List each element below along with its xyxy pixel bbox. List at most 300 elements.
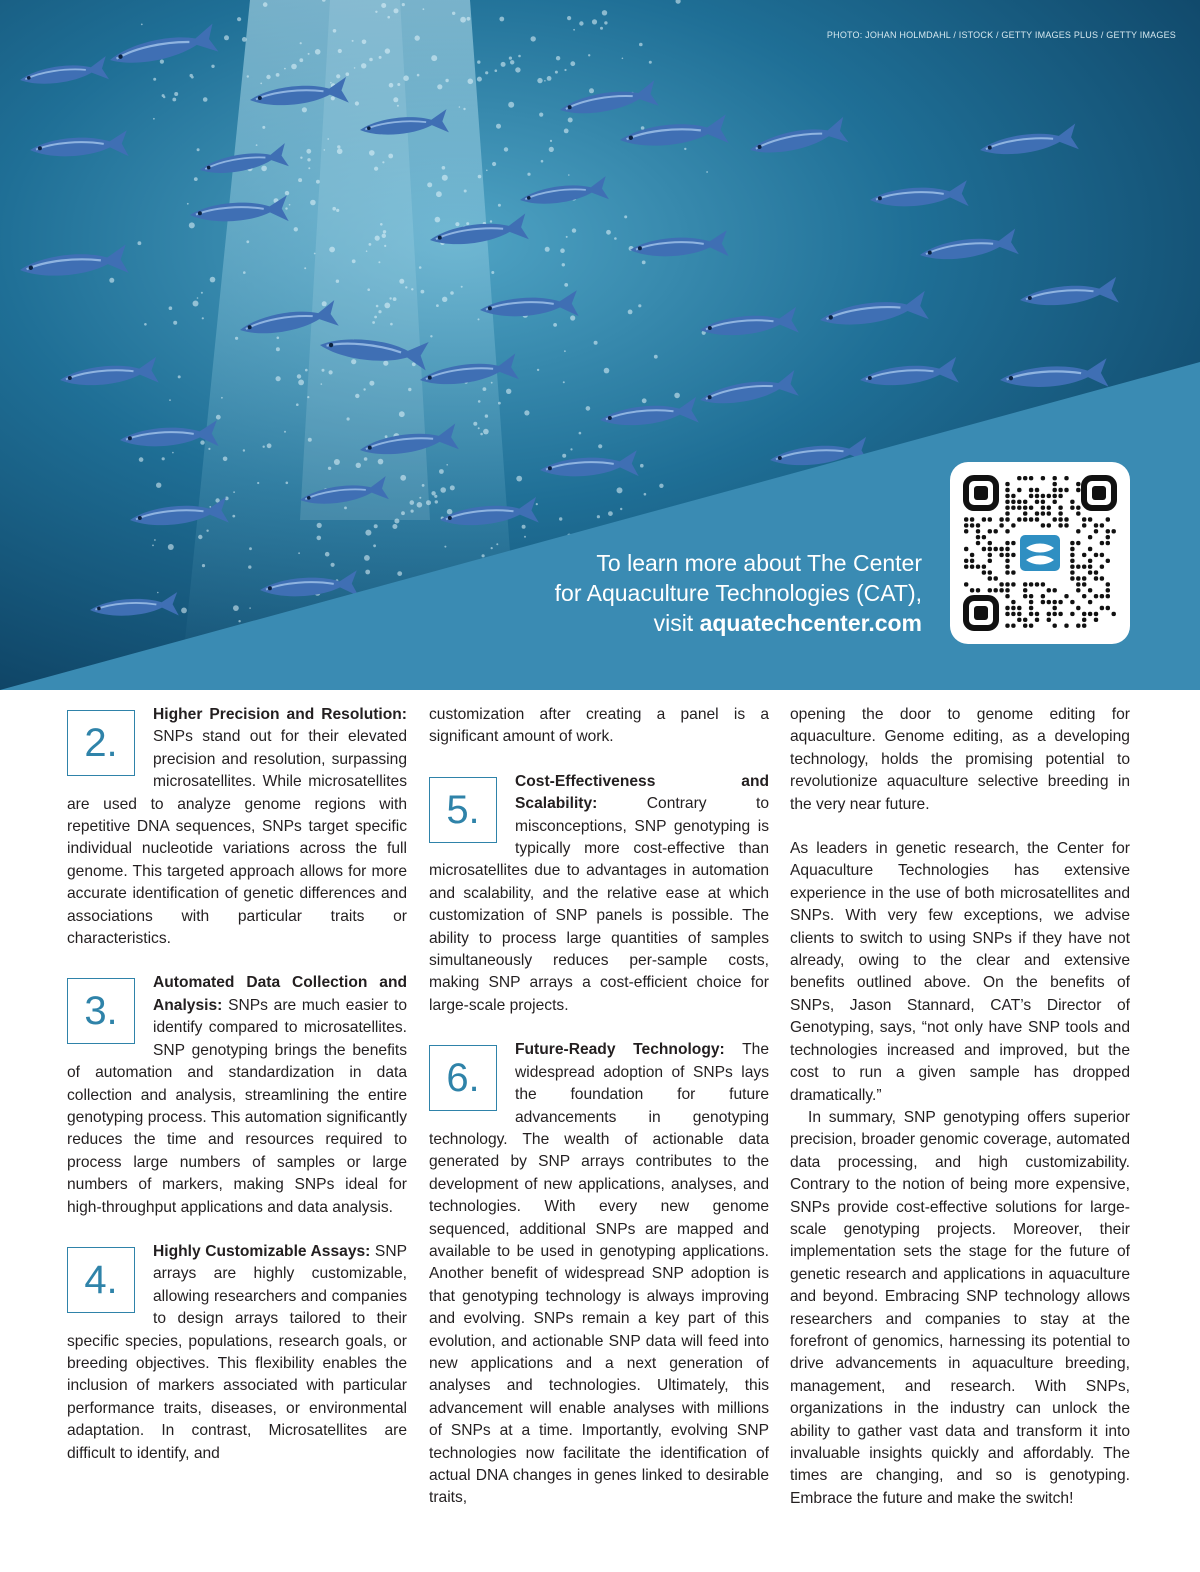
- bubble: [509, 57, 512, 60]
- bubble: [291, 64, 297, 70]
- bubble: [369, 58, 373, 62]
- qr-module: [1035, 511, 1039, 515]
- bubble: [422, 484, 425, 487]
- qr-module: [1082, 618, 1086, 622]
- qr-module: [1035, 618, 1039, 622]
- bubble: [460, 17, 466, 23]
- qr-module: [1011, 624, 1015, 628]
- qr-module: [1088, 547, 1092, 551]
- qr-module: [1005, 488, 1009, 492]
- bubble: [639, 43, 643, 47]
- bubble: [374, 167, 378, 171]
- bubble: [262, 126, 265, 129]
- qr-module: [1082, 582, 1086, 586]
- qr-module: [970, 588, 974, 592]
- bubble: [138, 241, 142, 245]
- bubble: [168, 544, 174, 550]
- qr-module: [1041, 600, 1045, 604]
- qr-module: [1082, 565, 1086, 569]
- qr-module: [982, 547, 986, 551]
- qr-module: [1064, 523, 1068, 527]
- qr-module: [1058, 488, 1062, 492]
- bubble: [431, 491, 435, 495]
- bubble: [203, 97, 208, 102]
- bubble: [492, 162, 496, 166]
- bubble: [355, 101, 359, 105]
- qr-module: [1041, 582, 1045, 586]
- section-2: [67, 704, 407, 950]
- bubble: [376, 305, 379, 308]
- qr-module: [988, 576, 992, 580]
- closing-paragraph-1: As leaders in genetic research, the Center for Aquaculture Technologies has extensive experience in the use of both microsatellites and SNPs. With very few exceptions, we advise clients to switch to using SNPs if they have not already, owing to the clear and extensive benefits outlined above. On the benefits of SNPs, Jason Stannard, CAT’s Director of Genotyping, says, “not only have SNP tools and technologies increased and improved, but the cost to run a given sample has dropped dramatically.”: [790, 840, 1130, 1104]
- qr-module: [1058, 494, 1062, 498]
- qr-module: [1023, 618, 1027, 622]
- bubble: [442, 175, 448, 181]
- bubble: [446, 464, 448, 466]
- bubble: [397, 571, 402, 576]
- bubble: [594, 341, 598, 345]
- bubble: [556, 56, 560, 60]
- qr-module: [970, 565, 974, 569]
- bubble: [201, 292, 203, 294]
- bubble: [276, 376, 281, 381]
- bubble: [564, 129, 569, 134]
- bubble: [375, 236, 380, 241]
- bubble: [333, 29, 337, 33]
- bubble: [606, 230, 611, 235]
- bubble: [337, 149, 343, 155]
- qr-module: [1005, 559, 1009, 563]
- qr-module: [1070, 559, 1074, 563]
- bubble: [570, 315, 575, 320]
- qr-module: [1005, 582, 1009, 586]
- qr-module: [999, 588, 1003, 592]
- bubble: [285, 207, 287, 209]
- qr-module: [1053, 606, 1057, 610]
- bubble: [200, 440, 204, 444]
- bubble: [173, 321, 177, 325]
- qr-module: [1112, 529, 1116, 533]
- bubble: [649, 61, 652, 64]
- qr-module: [970, 559, 974, 563]
- qr-module: [1094, 576, 1098, 580]
- bubble: [210, 277, 216, 283]
- bubble: [211, 65, 214, 68]
- qr-module: [1041, 500, 1045, 504]
- bubble: [573, 29, 575, 31]
- bubble: [478, 400, 481, 403]
- closing-paragraph-2: In summary, SNP genotyping offers superior precision, broader genomic coverage, automated data processing, and high customizability. Contrary to the notion of being more expensive, SNPs provide cost-effective solutions for large-scale genotyping projects. Moreover, their implementation sets the stage for the future of genetic research and applications in aquaculture and beyond. Embracing SNP technology allows researchers and companies to stay at the forefront of genomics, harnessing its potential to drive advancements in aquaculture breeding, management, and research. With SNPs, organizations in the industry can unlock the ability to gather vast data and transform it into invaluable insights quickly and affordably. The times are changing, and so is genotyping. Embrace the future and make the switch!: [790, 1108, 1130, 1507]
- bubble: [178, 375, 181, 378]
- bubble: [622, 58, 624, 60]
- qr-module: [1035, 494, 1039, 498]
- qr-module: [1017, 506, 1021, 510]
- qr-code[interactable]: [950, 462, 1130, 644]
- bubble: [478, 427, 480, 429]
- bubble: [261, 166, 267, 172]
- qr-module: [999, 517, 1003, 521]
- bubble: [332, 207, 336, 211]
- bubble: [442, 297, 447, 302]
- bubble: [423, 8, 425, 10]
- bubble: [224, 35, 229, 40]
- bubble: [154, 539, 156, 541]
- qr-module: [964, 565, 968, 569]
- qr-module: [1070, 500, 1074, 504]
- qr-module: [999, 582, 1003, 586]
- bubble: [351, 359, 356, 364]
- qr-module: [1088, 612, 1092, 616]
- qr-module: [1029, 606, 1033, 610]
- bubble: [208, 448, 210, 450]
- qr-module: [988, 570, 992, 574]
- bubble: [276, 347, 280, 351]
- bubble: [324, 149, 326, 151]
- bubble: [461, 286, 463, 288]
- bubble: [314, 253, 316, 255]
- bubble: [570, 448, 572, 450]
- bubble: [263, 446, 265, 448]
- bubble: [308, 167, 310, 169]
- bubble: [238, 620, 240, 622]
- qr-module: [1070, 565, 1074, 569]
- bubble: [243, 449, 245, 451]
- bubble: [452, 12, 455, 15]
- bubble: [383, 230, 386, 233]
- qr-module: [1023, 517, 1027, 521]
- bubble: [516, 476, 522, 482]
- bubble: [642, 398, 647, 403]
- bubble: [562, 263, 565, 266]
- qr-module: [1029, 506, 1033, 510]
- bubble: [439, 469, 444, 474]
- qr-module: [1076, 511, 1080, 515]
- bubble: [298, 552, 300, 554]
- bubble: [232, 515, 235, 518]
- qr-module: [1017, 488, 1021, 492]
- promo-line-2: for Aquaculture Technologies (CAT),: [554, 580, 922, 606]
- qr-module: [1005, 565, 1009, 569]
- qr-module: [988, 517, 992, 521]
- qr-module: [1064, 624, 1068, 628]
- qr-module: [1011, 494, 1015, 498]
- bubble: [442, 166, 446, 170]
- bubble: [366, 250, 368, 252]
- bubble: [307, 396, 309, 398]
- qr-module: [1106, 588, 1110, 592]
- qr-module: [1011, 506, 1015, 510]
- bubble: [417, 74, 420, 77]
- bubble: [559, 517, 562, 520]
- bubble: [337, 145, 340, 148]
- qr-module: [1082, 576, 1086, 580]
- qr-module: [1047, 494, 1051, 498]
- qr-module: [1106, 517, 1110, 521]
- bubble: [504, 147, 508, 151]
- bubble: [478, 318, 480, 320]
- bubble: [562, 454, 566, 458]
- bubble: [223, 457, 228, 462]
- bubble: [419, 266, 422, 269]
- qr-module: [1076, 541, 1080, 545]
- bubble: [284, 68, 286, 70]
- bubble: [378, 459, 384, 465]
- qr-module: [1029, 582, 1033, 586]
- bubble: [385, 48, 390, 53]
- qr-module: [1058, 511, 1062, 515]
- qr-module: [1011, 523, 1015, 527]
- bubble: [510, 60, 514, 64]
- bubble: [518, 55, 521, 58]
- bubble: [401, 511, 405, 515]
- qr-module: [1053, 600, 1057, 604]
- qr-module: [1053, 500, 1057, 504]
- bubble: [567, 16, 571, 20]
- qr-module: [1094, 523, 1098, 527]
- bubble: [586, 406, 591, 411]
- promo-text: [555, 548, 922, 638]
- qr-module: [1094, 570, 1098, 574]
- qr-module: [1011, 500, 1015, 504]
- bubble: [285, 191, 289, 195]
- section-6-title: Future-Ready Technology:: [515, 1041, 725, 1059]
- qr-module: [1076, 506, 1080, 510]
- bubble: [483, 429, 489, 435]
- bubble: [187, 203, 189, 205]
- bubble: [249, 607, 251, 609]
- bubble: [233, 605, 239, 611]
- qr-module: [1100, 541, 1104, 545]
- bubble: [384, 303, 390, 309]
- bubble: [579, 432, 582, 435]
- qr-module: [999, 547, 1003, 551]
- bubble: [294, 227, 298, 231]
- qr-module: [1023, 511, 1027, 515]
- bubble: [482, 554, 485, 557]
- qr-module: [999, 553, 1003, 557]
- bubble: [486, 170, 488, 172]
- fish-logo-icon: [1018, 533, 1062, 573]
- column-3: [790, 704, 1130, 1510]
- qr-module: [988, 559, 992, 563]
- bubble: [297, 374, 301, 378]
- bubble: [564, 69, 566, 71]
- bubble: [411, 288, 413, 290]
- bubble: [659, 484, 663, 488]
- bubble: [570, 61, 575, 66]
- bubble: [327, 138, 329, 140]
- bubble: [109, 278, 114, 283]
- bubble: [325, 552, 330, 557]
- bubble: [706, 171, 708, 173]
- bubble: [419, 497, 421, 499]
- qr-module: [1058, 517, 1062, 521]
- qr-module: [994, 529, 998, 533]
- bubble: [432, 56, 434, 58]
- qr-module: [1076, 576, 1080, 580]
- qr-module: [1047, 511, 1051, 515]
- qr-module: [1041, 511, 1045, 515]
- bubble: [141, 24, 143, 26]
- qr-module: [1076, 529, 1080, 533]
- bubble: [478, 175, 482, 179]
- bubble: [162, 457, 165, 460]
- qr-module: [999, 523, 1003, 527]
- qr-module: [1047, 612, 1051, 616]
- bubble: [153, 118, 155, 120]
- bubble: [338, 49, 342, 53]
- bubble: [564, 283, 568, 287]
- qr-module: [1029, 594, 1033, 598]
- bubble: [638, 304, 641, 307]
- bubble: [531, 36, 536, 41]
- bubble: [572, 228, 576, 232]
- qr-module: [1005, 506, 1009, 510]
- qr-module: [1047, 523, 1051, 527]
- bubble: [144, 323, 147, 326]
- bubble: [477, 60, 480, 63]
- section-6-body: The widespread adoption of SNPs lays the foundation for future advancements in genotyping technology. The wealth of actionable data generated by SNP arrays contributes to the development of new applications, analyses, and technologies. With every new genome sequenced, additional SNPs are mapped and available to be used in genotyping applications. Another benefit of widespread SNP adoption is that genotyping technology is always improving and evolving. SNPs remain a key part of this evolution, and actionable SNP data will feed into new applications and a next generation of analyses and technologies. Ultimately, this advancement will enable analyses with millions of SNPs at a time. Importantly, evolving SNP technologies now facilitate the identification of actual DNA changes in genes linked to desirable traits,: [429, 1041, 769, 1507]
- bubble: [463, 108, 465, 110]
- qr-module: [1017, 612, 1021, 616]
- bubble: [322, 301, 327, 306]
- qr-module: [1082, 612, 1086, 616]
- promo-url-link[interactable]: aquatechcenter.com: [699, 610, 922, 636]
- bubble: [541, 160, 544, 163]
- section-6-continued: opening the door to genome editing for aquaculture. Genome editing, as a developing technology, holds the promising potential to revolutionize aquaculture selective breeding in the very near future.: [790, 706, 1130, 813]
- bubble: [684, 148, 686, 150]
- qr-module: [982, 517, 986, 521]
- qr-module: [1035, 488, 1039, 492]
- qr-module: [1029, 517, 1033, 521]
- bubble: [485, 71, 488, 74]
- bubble: [316, 180, 320, 184]
- qr-module: [988, 541, 992, 545]
- qr-module: [982, 570, 986, 574]
- qr-module: [1106, 582, 1110, 586]
- qr-module: [1053, 482, 1057, 486]
- qr-module: [1076, 624, 1080, 628]
- bubble: [402, 3, 405, 6]
- bubble: [397, 105, 399, 107]
- qr-module: [1076, 606, 1080, 610]
- bubble: [579, 21, 583, 25]
- bubble: [440, 487, 446, 493]
- qr-module: [1005, 541, 1009, 545]
- bubble: [256, 144, 258, 146]
- qr-module: [1058, 600, 1062, 604]
- qr-module: [1023, 476, 1027, 480]
- qr-module: [1029, 494, 1033, 498]
- bubble: [430, 335, 432, 337]
- bubble: [355, 394, 359, 398]
- bubble: [380, 223, 383, 226]
- bubble: [564, 350, 566, 352]
- bubble: [336, 209, 339, 212]
- bubble: [553, 323, 557, 327]
- bubble: [640, 464, 644, 468]
- bubble: [400, 475, 406, 481]
- qr-module: [1017, 500, 1021, 504]
- qr-module: [1100, 606, 1104, 610]
- qr-module: [1041, 476, 1045, 480]
- bubble: [436, 304, 439, 307]
- section-2-body: SNPs stand out for their elevated precision and resolution, surpassing microsatellites. While microsatellites are used to analyze genome regions with repetitive DNA sequences, SNPs target specific individual nucleotide variations across the full genome. This targeted approach allows for more accurate identification of genetic differences and associations with particular traits or characteristics.: [67, 728, 407, 948]
- qr-module: [1100, 576, 1104, 580]
- bubble: [361, 63, 366, 68]
- qr-module: [1088, 565, 1092, 569]
- bubble: [235, 337, 238, 340]
- bubble: [152, 545, 154, 547]
- bubble: [403, 75, 409, 81]
- bubble: [524, 410, 529, 415]
- bubble: [563, 381, 565, 383]
- qr-module: [1029, 624, 1033, 628]
- bubble: [347, 417, 350, 420]
- bubble: [508, 102, 514, 108]
- qr-module: [1041, 494, 1045, 498]
- qr-module: [994, 588, 998, 592]
- bubble: [306, 149, 311, 154]
- bubble: [628, 310, 633, 315]
- qr-module: [994, 547, 998, 551]
- bubble: [364, 457, 368, 461]
- bubble: [197, 297, 199, 299]
- bubble: [384, 245, 386, 247]
- bubble: [249, 547, 252, 550]
- qr-module: [994, 576, 998, 580]
- bubble: [527, 173, 530, 176]
- bubble: [365, 570, 370, 575]
- bubble: [393, 97, 398, 102]
- bubble: [310, 200, 316, 206]
- qr-module: [1082, 523, 1086, 527]
- bubble: [267, 443, 272, 448]
- qr-module: [988, 529, 992, 533]
- qr-module: [1005, 570, 1009, 574]
- bubble: [421, 290, 425, 294]
- qr-module: [1070, 570, 1074, 574]
- qr-module: [1005, 594, 1009, 598]
- bubble: [588, 54, 590, 56]
- bubble: [378, 310, 381, 313]
- qr-module: [1005, 517, 1009, 521]
- bubble: [302, 107, 307, 112]
- qr-module: [1106, 606, 1110, 610]
- qr-module: [1005, 500, 1009, 504]
- bubble: [624, 215, 627, 218]
- bubble: [374, 316, 377, 319]
- bubble: [233, 491, 235, 493]
- qr-module: [970, 517, 974, 521]
- qr-module: [976, 588, 980, 592]
- bubble: [642, 261, 646, 265]
- qr-module: [1005, 606, 1009, 610]
- bubble: [362, 40, 367, 45]
- bubble: [157, 592, 159, 594]
- bubble: [198, 535, 202, 539]
- bubble: [307, 158, 310, 161]
- qr-module: [1064, 594, 1068, 598]
- qr-module: [1082, 594, 1086, 598]
- bubble: [194, 177, 198, 181]
- bubble: [394, 8, 399, 13]
- qr-module: [1005, 482, 1009, 486]
- bubble: [156, 483, 161, 488]
- section-4-title: Highly Customizable Assays:: [153, 1242, 371, 1260]
- section-4-continued: customization after creating a panel is a significant amount of work.: [429, 706, 769, 746]
- qr-module: [1053, 517, 1057, 521]
